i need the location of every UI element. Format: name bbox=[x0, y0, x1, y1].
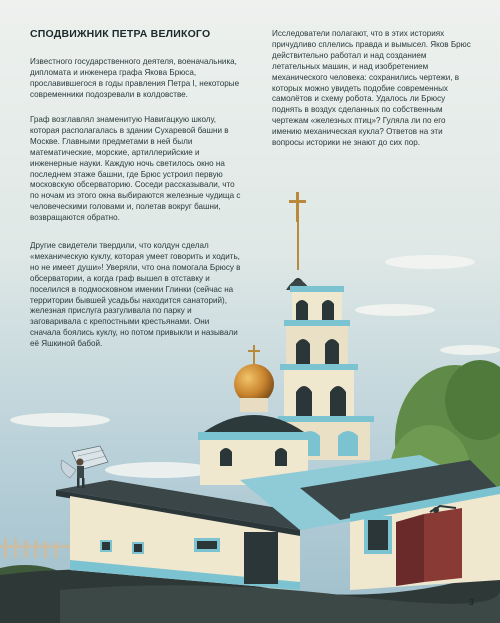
paragraph-intro: Известного государственного деятеля, военачальника, дипломата и инженера графа Якова Брюса, прославившегося в годы правления Петра I, некоторые современники подозревали в колдовстве. bbox=[30, 57, 240, 99]
paragraph-researchers: Исследователи полагают, что в этих историях причудливо сплелись правда и вымысел. Яков Брюс действительно работал и над созданием летательных машин, и над изобретением механического человека: сохранились чертежи, в которых можно увидеть подобие современных самолётов и схему робота. Удалось ли Брюсу поднять в воздух сделанных по собственным чертежам «железных птиц»? Гуляла ли по его имению механическая кукла? Ответов на эти вопросы историки не знают до сих пор. bbox=[272, 29, 471, 148]
paragraph-navigation-school: Граф возглавлял знаменитую Навигацкую школу, которая располагалась в здании Сухаревой башни в Москве. Главными предметами в ней были математические, морские, артиллерийские и инженерные науки. Каждую ночь светилось окно на последнем этаже башни, где Брюс устроил первую московскую обсерваторию. Соседи рассказывали, что по ночам из этого окна выбираются железные чудища с человеческими головами и, полетав вокруг башни, возвращаются обратно. bbox=[30, 115, 241, 223]
article-title: СПОДВИЖНИК ПЕТРА ВЕЛИКОГО bbox=[30, 28, 211, 40]
paragraph-mechanical-doll: Другие свидетели твердили, что колдун сделал «механическую куклу, которая умеет говорить и ходить, но не имеет души»! Уверяли, что она помогала Брюсу в обсерватории, а когда граф вышел в отставку и поселился в подмосковном имении Глинки (сейчас на территории бывшей усадьбы находится санаторий), железная прислуга разгуливала по парку и заговаривала с крепостными крестьянами. Они сначала боялись куклу, но потом привыкли и называли её Яшкиной бабой. bbox=[30, 241, 241, 349]
page-number: 3 bbox=[468, 597, 474, 607]
